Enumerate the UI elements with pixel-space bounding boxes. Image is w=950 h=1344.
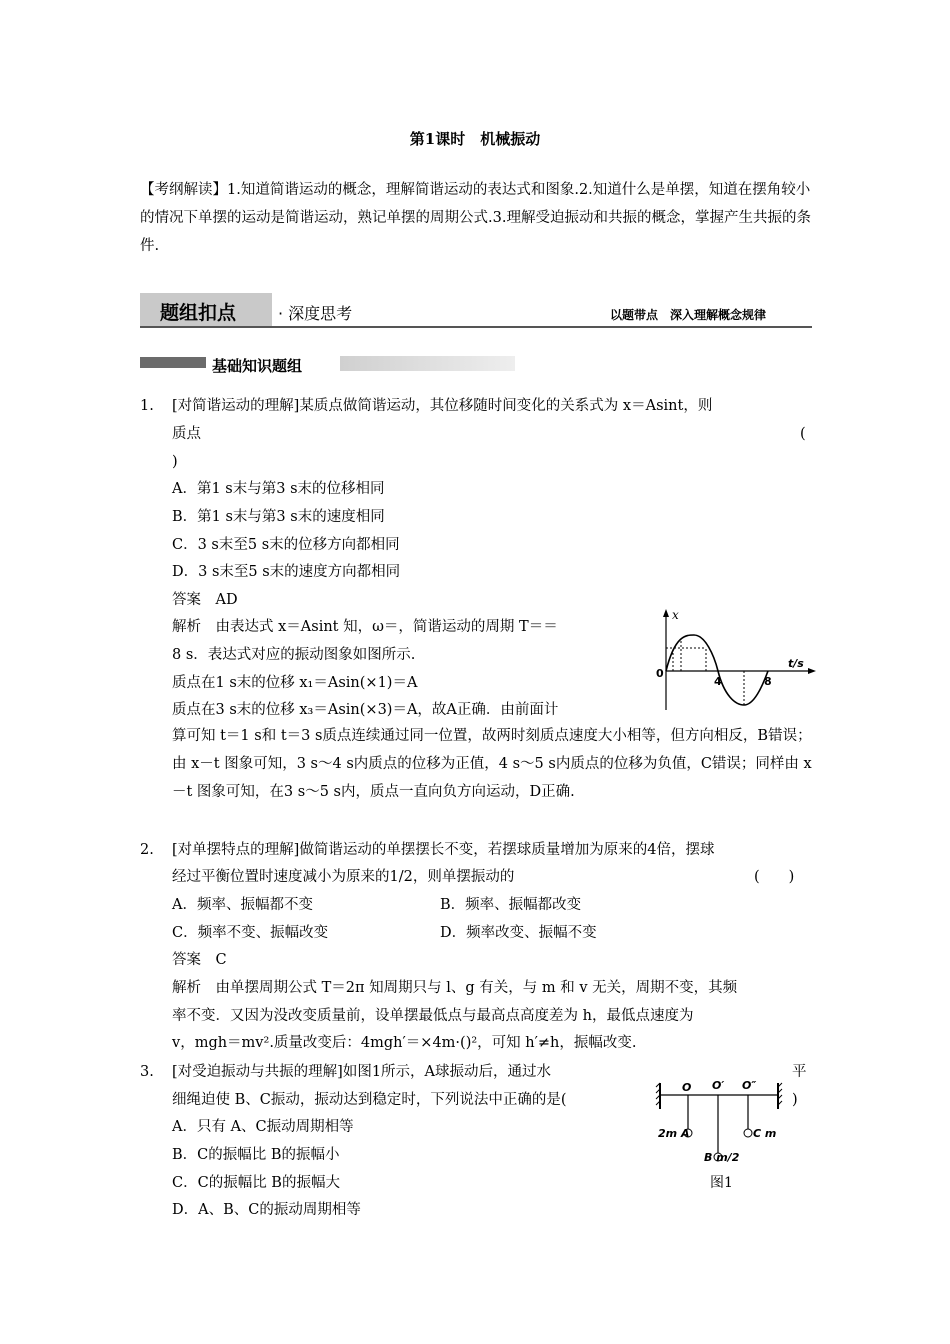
q3-option-a: A．只有 A、C振动周期相等 bbox=[172, 1119, 354, 1135]
q3-option-c: C．C的振幅比 B的振幅大 bbox=[172, 1175, 340, 1191]
subsection-title: 基础知识题组 bbox=[212, 357, 303, 375]
q3-stem-line2: 细绳迫使 B、C振动，振动达到稳定时，下列说法中正确的是( bbox=[172, 1092, 567, 1108]
pivot-o-prime: O′ bbox=[712, 1079, 725, 1092]
q1-stem-line1: [对简谐运动的理解]某质点做简谐运动，其位移随时间变化的关系式为 x＝Asint，则 bbox=[172, 398, 713, 414]
q1-paren-open: ( bbox=[800, 426, 806, 442]
q3-option-b: B．C的振幅比 B的振幅小 bbox=[172, 1147, 340, 1163]
q1-option-b: B．第1 s末与第3 s末的速度相同 bbox=[172, 509, 385, 525]
q1-option-d: D．3 s末至5 s末的速度方向都相同 bbox=[172, 564, 401, 580]
q1-explanation-4: 质点在3 s末的位移 x₃＝Asin(×3)＝A，故A正确．由前面计 bbox=[172, 702, 559, 718]
q2-explanation-2: 率不变．又因为没改变质量前，设单摆最低点与最高点高度差为 h，最低点速度为 bbox=[172, 1008, 694, 1024]
graph-tick-8: 8 bbox=[764, 675, 772, 688]
section-divider bbox=[140, 326, 812, 328]
q1-number: 1. bbox=[140, 398, 154, 414]
figure1-caption: 图1 bbox=[710, 1175, 733, 1191]
graph-y-label: x bbox=[672, 608, 679, 622]
q3-stem-line2-end: ) bbox=[792, 1092, 798, 1108]
q1-option-c: C．3 s末至5 s末的位移方向都相同 bbox=[172, 537, 400, 553]
q2-option-a: A．频率、振幅都不变 bbox=[172, 897, 313, 913]
q3-stem-line1-end: 平 bbox=[792, 1064, 807, 1080]
q2-stem-line2: 经过平衡位置时速度减小为原来的1/2，则单摆振动的 bbox=[172, 869, 515, 885]
q2-option-d: D．频率改变、振幅不变 bbox=[440, 925, 597, 941]
subsection-bar bbox=[140, 357, 206, 368]
section-title: 题组扣点 bbox=[160, 302, 237, 324]
q1-option-a: A．第1 s末与第3 s末的位移相同 bbox=[172, 481, 385, 497]
q1-explanation-1: 解析 由表达式 x＝Asint 知，ω＝，简谐运动的周期 T＝＝ bbox=[172, 619, 558, 635]
graph-tick-4: 4 bbox=[714, 675, 722, 688]
section-motto: 以题带点 深入理解概念规律 bbox=[610, 308, 767, 322]
q2-stem-line1: [对单摆特点的理解]做简谐运动的单摆摆长不变，若摆球质量增加为原来的4倍，摆球 bbox=[172, 842, 715, 858]
q3-stem-line1: [对受迫振动与共振的理解]如图1所示，A球振动后，通过水 bbox=[172, 1064, 552, 1080]
q1-explanation-2: 8 s．表达式对应的振动图象如图所示. bbox=[172, 647, 416, 663]
pivot-o: O bbox=[682, 1081, 692, 1094]
q2-answer: 答案 C bbox=[172, 952, 227, 968]
ball-a-label: 2m A bbox=[658, 1127, 690, 1140]
graph-x-label: t/s bbox=[788, 657, 804, 670]
section-subtitle: · 深度思考 bbox=[278, 304, 353, 323]
q1-stem-line2: 质点 bbox=[172, 426, 201, 442]
q2-explanation-1: 解析 由单摆周期公式 T＝2π 知周期只与 l、g 有关，与 m 和 v 无关，周期不变，其频 bbox=[172, 980, 738, 996]
ball-c-label: C m bbox=[753, 1127, 777, 1140]
q2-paren: ( ) bbox=[754, 869, 795, 885]
q3-option-d: D．A、B、C的振动周期相等 bbox=[172, 1202, 361, 1218]
q1-explanation-5: 算可知 t＝1 s和 t＝3 s质点连续通过同一位置，故两时刻质点速度大小相等，但方向相反，B错误；由 x－t 图象可知，3 s～4 s内质点的位移为正值，4 s～5 s内质点的位移为负值，C错误；同样由 x－t 图象可知，在3 s～5 s内，质点一直向负方向运动，D正确. bbox=[172, 728, 812, 800]
subsection-gradient bbox=[340, 356, 515, 371]
graph-origin: 0 bbox=[656, 667, 664, 680]
q3-number: 3. bbox=[140, 1064, 154, 1080]
page-title: 第1课时 机械振动 bbox=[409, 130, 541, 148]
q2-number: 2. bbox=[140, 842, 154, 858]
ball-b-label: B m/2 bbox=[704, 1151, 740, 1164]
q1-explanation-3: 质点在1 s末的位移 x₁＝Asin(×1)＝A bbox=[172, 675, 418, 691]
q2-option-b: B．频率、振幅都改变 bbox=[440, 897, 582, 913]
pendulum-figure bbox=[654, 1075, 788, 1193]
pivot-o-double-prime: O″ bbox=[742, 1079, 757, 1092]
q2-option-c: C．频率不变、振幅改变 bbox=[172, 925, 329, 941]
q2-explanation-3: v，mgh＝mv².质量改变后：4mgh′＝×4m·()²，可知 h′≠h，振幅改变. bbox=[172, 1035, 637, 1051]
sine-graph bbox=[650, 605, 818, 717]
syllabus-intro: 【考纲解读】1.知道简谐运动的概念，理解简谐运动的表达式和图象.2.知道什么是单摆，知道在摆角较小的情况下单摆的运动是简谐运动，熟记单摆的周期公式.3.理解受迫振动和共振的概念，掌握产生共振的条件. bbox=[140, 182, 811, 254]
q1-answer: 答案 AD bbox=[172, 592, 238, 608]
q1-paren-close: ) bbox=[172, 454, 178, 470]
